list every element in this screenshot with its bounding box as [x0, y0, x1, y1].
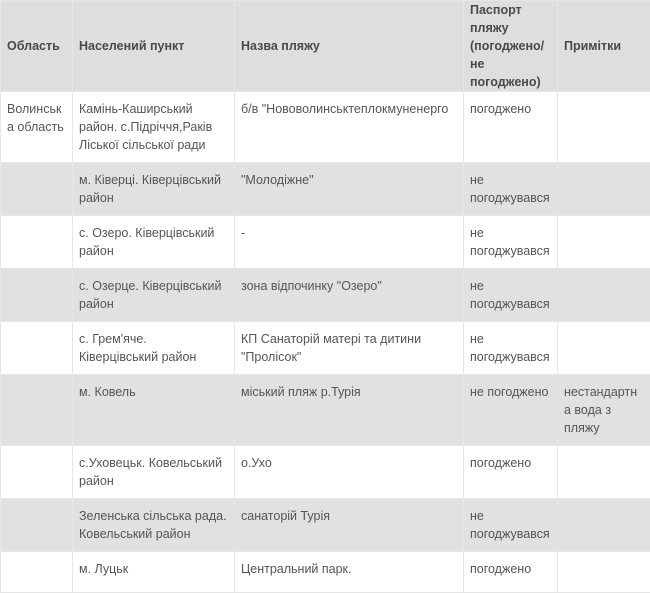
cell-locality: м. Ковель	[73, 375, 235, 446]
cell-beach-name: -	[235, 216, 464, 269]
table-row	[1, 499, 650, 552]
cell-locality: с. Озеро. Ківерцівський район	[73, 216, 235, 269]
cell-passport: не погоджено	[464, 375, 558, 446]
cell-passport: погоджено	[464, 552, 558, 593]
cell-notes	[558, 446, 650, 499]
table-row	[1, 375, 650, 446]
cell-notes	[558, 552, 650, 593]
cell-beach-name: міський пляж р.Турія	[235, 375, 464, 446]
cell-beach-name: "Молодіжне"	[235, 163, 464, 216]
cell-notes	[558, 269, 650, 322]
cell-beach-name: Центральний парк.	[235, 552, 464, 593]
header-region: Область	[1, 1, 73, 92]
cell-locality: с. Озерце. Ківерцівський район	[73, 269, 235, 322]
cell-passport: не погоджувався	[464, 163, 558, 216]
cell-notes	[558, 499, 650, 552]
cell-beach-name: КП Санаторій матері та дитини "Пролісок"	[235, 322, 464, 375]
cell-passport: погоджено	[464, 446, 558, 499]
cell-locality: с. Грем'яче. Ківерцівський район	[73, 322, 235, 375]
header-locality: Населений пункт	[73, 1, 235, 92]
cell-region	[1, 163, 73, 216]
cell-beach-name: о.Ухо	[235, 446, 464, 499]
cell-notes	[558, 322, 650, 375]
cell-passport: не погоджувався	[464, 322, 558, 375]
table-row	[1, 92, 650, 163]
cell-passport: погоджено	[464, 92, 558, 163]
cell-region: Волинська область	[1, 92, 73, 163]
cell-notes	[558, 216, 650, 269]
cell-notes	[558, 163, 650, 216]
table-row	[1, 552, 650, 593]
header-notes: Примітки	[558, 1, 650, 92]
table-row	[1, 446, 650, 499]
cell-passport: не погоджувався	[464, 499, 558, 552]
cell-locality: Камінь-Каширський район. с.Підріччя,Раків Ліської сільської ради	[73, 92, 235, 163]
cell-region	[1, 375, 73, 446]
cell-locality: Зеленська сільська рада. Ковельський район	[73, 499, 235, 552]
header-row	[1, 1, 650, 92]
cell-locality: м. Ківерці. Ківерцівський район	[73, 163, 235, 216]
cell-locality: с.Уховецьк. Ковельський район	[73, 446, 235, 499]
cell-passport: не погоджувався	[464, 269, 558, 322]
cell-region	[1, 322, 73, 375]
cell-beach-name: санаторій Турія	[235, 499, 464, 552]
cell-region	[1, 216, 73, 269]
table-row	[1, 216, 650, 269]
table-row	[1, 163, 650, 216]
header-passport: Паспорт пляжу (погоджено/ не погоджено)	[464, 1, 558, 92]
cell-region	[1, 552, 73, 593]
cell-notes: нестандартна вода з пляжу	[558, 375, 650, 446]
table-row	[1, 322, 650, 375]
cell-region	[1, 269, 73, 322]
cell-notes	[558, 92, 650, 163]
header-beach-name: Назва пляжу	[235, 1, 464, 92]
cell-passport: не погоджувався	[464, 216, 558, 269]
cell-region	[1, 446, 73, 499]
cell-locality: м. Луцьк	[73, 552, 235, 593]
table-row	[1, 269, 650, 322]
cell-beach-name: зона відпочинку "Озеро"	[235, 269, 464, 322]
cell-beach-name: б/в "Нововолинськтеплокмуненерго	[235, 92, 464, 163]
cell-region	[1, 499, 73, 552]
